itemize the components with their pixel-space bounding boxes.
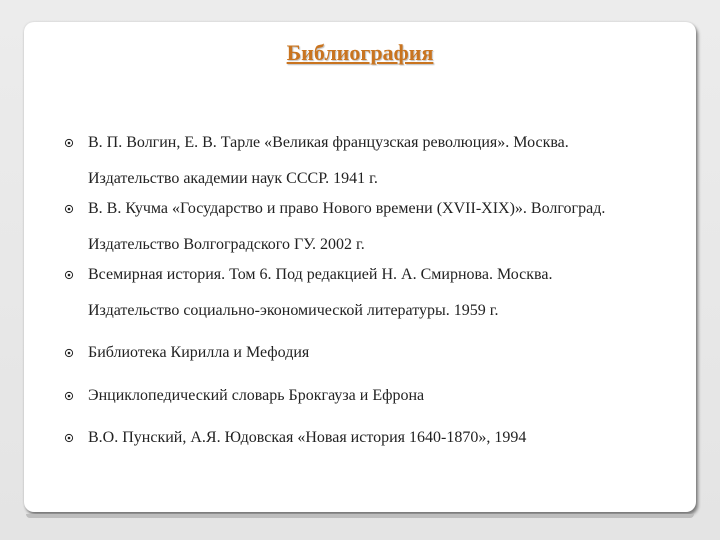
item-line-2: Издательство Волгоградского ГУ. 2002 г.	[88, 236, 365, 253]
bullet-icon	[64, 270, 74, 280]
item-line-1: Библиотека Кирилла и Мефодия	[88, 344, 310, 361]
item-line-2: Издательство академии наук СССР. 1941 г.	[88, 170, 378, 187]
bullet-icon	[64, 348, 74, 358]
item-line-2: Издательство социально-экономической литературы. 1959 г.	[88, 302, 499, 319]
item-line-1: Всемирная история. Том 6. Под редакцией Н. А. Смирнова. Москва.	[88, 266, 553, 283]
bullet-icon	[64, 204, 74, 214]
item-line-1: В. В. Кучма «Государство и право Нового времени (XVII-XIX)». Волгоград.	[88, 200, 606, 217]
page-title: Библиография	[286, 40, 434, 65]
bullet-icon	[64, 433, 74, 443]
item-line-1: В. П. Волгин, Е. В. Тарле «Великая французская революция». Москва.	[88, 134, 569, 151]
item-line-1: Энциклопедический словарь Брокгауза и Ефрона	[88, 387, 425, 404]
bullet-icon	[64, 391, 74, 401]
content-card	[24, 22, 696, 512]
item-line-1: В.О. Пунский, А.Я. Юдовская «Новая история 1640-1870», 1994	[88, 429, 527, 446]
bullet-icon	[64, 138, 74, 148]
